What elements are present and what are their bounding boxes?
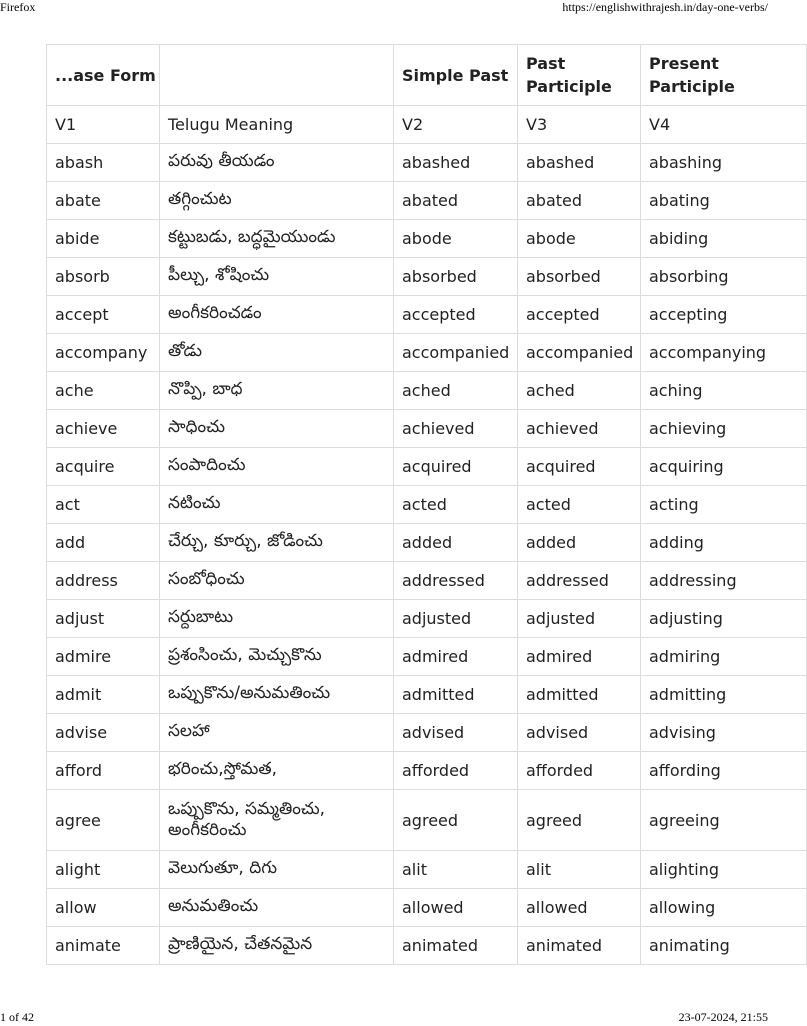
table-row <box>47 638 807 676</box>
table-row <box>47 714 807 752</box>
cell-present-participle: addressing <box>641 562 807 600</box>
cell-base-form: admire <box>47 638 160 676</box>
table-row <box>47 296 807 334</box>
cell-telugu-meaning: అంగీకరించడం <box>160 296 394 334</box>
cell-past-participle: V3 <box>518 106 641 144</box>
header-past-participle: Past Participle <box>518 45 641 106</box>
cell-telugu-meaning: ప్రాణియైన, చేతనమైన <box>160 927 394 965</box>
cell-telugu-meaning: సలహా <box>160 714 394 752</box>
cell-present-participle: abiding <box>641 220 807 258</box>
cell-base-form: address <box>47 562 160 600</box>
table-row <box>47 851 807 889</box>
cell-base-form: agree <box>47 790 160 851</box>
cell-past-participle: allowed <box>518 889 641 927</box>
table-row <box>47 448 807 486</box>
cell-simple-past: adjusted <box>394 600 518 638</box>
verb-table-container <box>46 44 767 976</box>
cell-simple-past: absorbed <box>394 258 518 296</box>
cell-telugu-meaning: ఒప్పుకొను/అనుమతించు <box>160 676 394 714</box>
cell-present-participle: adjusting <box>641 600 807 638</box>
cell-base-form: alight <box>47 851 160 889</box>
print-footer <box>0 1010 768 1026</box>
cell-simple-past: acted <box>394 486 518 524</box>
cell-present-participle: advising <box>641 714 807 752</box>
cell-present-participle: agreeing <box>641 790 807 851</box>
cell-past-participle: agreed <box>518 790 641 851</box>
table-row <box>47 524 807 562</box>
cell-telugu-meaning: పీల్చు, శోషించు <box>160 258 394 296</box>
cell-telugu-meaning: సర్దుబాటు <box>160 600 394 638</box>
cell-base-form: accompany <box>47 334 160 372</box>
cell-simple-past: V2 <box>394 106 518 144</box>
cell-past-participle: added <box>518 524 641 562</box>
table-row <box>47 106 807 144</box>
cell-simple-past: accepted <box>394 296 518 334</box>
cell-telugu-meaning: ఒప్పుకొను, సమ్మతించు, అంగీకరించు <box>160 790 394 851</box>
cell-present-participle: absorbing <box>641 258 807 296</box>
cell-present-participle: accepting <box>641 296 807 334</box>
cell-present-participle: allowing <box>641 889 807 927</box>
cell-telugu-meaning: Telugu Meaning <box>160 106 394 144</box>
header-base-form: ...ase Form <box>47 45 160 106</box>
cell-base-form: act <box>47 486 160 524</box>
table-row <box>47 676 807 714</box>
cell-past-participle: absorbed <box>518 258 641 296</box>
cell-telugu-meaning: సాధించు <box>160 410 394 448</box>
header-meaning <box>160 45 394 106</box>
cell-present-participle: affording <box>641 752 807 790</box>
cell-past-participle: animated <box>518 927 641 965</box>
cell-base-form: animate <box>47 927 160 965</box>
cell-telugu-meaning: పరువు తీయడం <box>160 144 394 182</box>
table-row <box>47 600 807 638</box>
page-url: https://englishwithrajesh.in/day-one-verbs/ <box>562 0 768 14</box>
cell-simple-past: addressed <box>394 562 518 600</box>
cell-telugu-meaning: నొప్పి, బాధ <box>160 372 394 410</box>
cell-base-form: abate <box>47 182 160 220</box>
cell-simple-past: admitted <box>394 676 518 714</box>
cell-simple-past: allowed <box>394 889 518 927</box>
cell-base-form: adjust <box>47 600 160 638</box>
cell-past-participle: ached <box>518 372 641 410</box>
table-row <box>47 562 807 600</box>
table-row <box>47 889 807 927</box>
cell-base-form: abide <box>47 220 160 258</box>
cell-telugu-meaning: కట్టుబడు, బద్ధమైయుండు <box>160 220 394 258</box>
cell-telugu-meaning: వెలుగుతూ, దిగు <box>160 851 394 889</box>
cell-base-form: add <box>47 524 160 562</box>
cell-telugu-meaning: చేర్చు, కూర్చు, జోడించు <box>160 524 394 562</box>
browser-name: Firefox <box>0 0 36 14</box>
cell-simple-past: animated <box>394 927 518 965</box>
cell-simple-past: advised <box>394 714 518 752</box>
cell-base-form: achieve <box>47 410 160 448</box>
table-row <box>47 486 807 524</box>
cell-present-participle: acting <box>641 486 807 524</box>
table-row <box>47 752 807 790</box>
cell-telugu-meaning: తగ్గించుట <box>160 182 394 220</box>
cell-base-form: V1 <box>47 106 160 144</box>
print-header <box>0 0 768 16</box>
cell-simple-past: acquired <box>394 448 518 486</box>
cell-present-participle: aching <box>641 372 807 410</box>
table-body <box>47 106 807 965</box>
cell-base-form: afford <box>47 752 160 790</box>
cell-present-participle: animating <box>641 927 807 965</box>
cell-past-participle: addressed <box>518 562 641 600</box>
cell-base-form: admit <box>47 676 160 714</box>
page-number: 1 of 42 <box>0 1010 34 1024</box>
cell-past-participle: acted <box>518 486 641 524</box>
table-header-row <box>47 45 807 106</box>
header-simple-past: Simple Past <box>394 45 518 106</box>
cell-simple-past: admired <box>394 638 518 676</box>
table-row <box>47 220 807 258</box>
cell-past-participle: adjusted <box>518 600 641 638</box>
cell-base-form: advise <box>47 714 160 752</box>
cell-past-participle: admitted <box>518 676 641 714</box>
cell-past-participle: alit <box>518 851 641 889</box>
cell-present-participle: achieving <box>641 410 807 448</box>
cell-telugu-meaning: నటించు <box>160 486 394 524</box>
cell-past-participle: abode <box>518 220 641 258</box>
cell-past-participle: accepted <box>518 296 641 334</box>
cell-present-participle: acquiring <box>641 448 807 486</box>
header-present-participle: Present Participle <box>641 45 807 106</box>
cell-past-participle: achieved <box>518 410 641 448</box>
cell-base-form: abash <box>47 144 160 182</box>
print-datetime: 23-07-2024, 21:55 <box>678 1010 768 1024</box>
cell-base-form: accept <box>47 296 160 334</box>
cell-base-form: allow <box>47 889 160 927</box>
cell-simple-past: achieved <box>394 410 518 448</box>
cell-present-participle: V4 <box>641 106 807 144</box>
cell-base-form: acquire <box>47 448 160 486</box>
table-row <box>47 334 807 372</box>
cell-present-participle: accompanying <box>641 334 807 372</box>
cell-telugu-meaning: అనుమతించు <box>160 889 394 927</box>
cell-telugu-meaning: సంబోధించు <box>160 562 394 600</box>
cell-simple-past: ached <box>394 372 518 410</box>
cell-present-participle: alighting <box>641 851 807 889</box>
cell-past-participle: advised <box>518 714 641 752</box>
table-row <box>47 372 807 410</box>
cell-simple-past: alit <box>394 851 518 889</box>
cell-past-participle: afforded <box>518 752 641 790</box>
table-row <box>47 927 807 965</box>
verb-table <box>46 44 807 965</box>
cell-simple-past: abashed <box>394 144 518 182</box>
cell-telugu-meaning: ప్రశంసించు, మెచ్చుకొను <box>160 638 394 676</box>
cell-present-participle: admitting <box>641 676 807 714</box>
cell-simple-past: added <box>394 524 518 562</box>
cell-past-participle: accompanied <box>518 334 641 372</box>
cell-telugu-meaning: సంపాదించు <box>160 448 394 486</box>
cell-past-participle: admired <box>518 638 641 676</box>
cell-present-participle: abating <box>641 182 807 220</box>
cell-simple-past: afforded <box>394 752 518 790</box>
table-row <box>47 182 807 220</box>
cell-telugu-meaning: తోడు <box>160 334 394 372</box>
table-row <box>47 144 807 182</box>
cell-base-form: absorb <box>47 258 160 296</box>
cell-simple-past: agreed <box>394 790 518 851</box>
cell-base-form: ache <box>47 372 160 410</box>
cell-present-participle: abashing <box>641 144 807 182</box>
cell-present-participle: admiring <box>641 638 807 676</box>
cell-present-participle: adding <box>641 524 807 562</box>
table-row <box>47 790 807 851</box>
cell-past-participle: abashed <box>518 144 641 182</box>
cell-past-participle: acquired <box>518 448 641 486</box>
cell-simple-past: abode <box>394 220 518 258</box>
cell-past-participle: abated <box>518 182 641 220</box>
cell-simple-past: abated <box>394 182 518 220</box>
cell-telugu-meaning: భరించు,స్తోమత, <box>160 752 394 790</box>
cell-simple-past: accompanied <box>394 334 518 372</box>
table-row <box>47 258 807 296</box>
table-row <box>47 410 807 448</box>
